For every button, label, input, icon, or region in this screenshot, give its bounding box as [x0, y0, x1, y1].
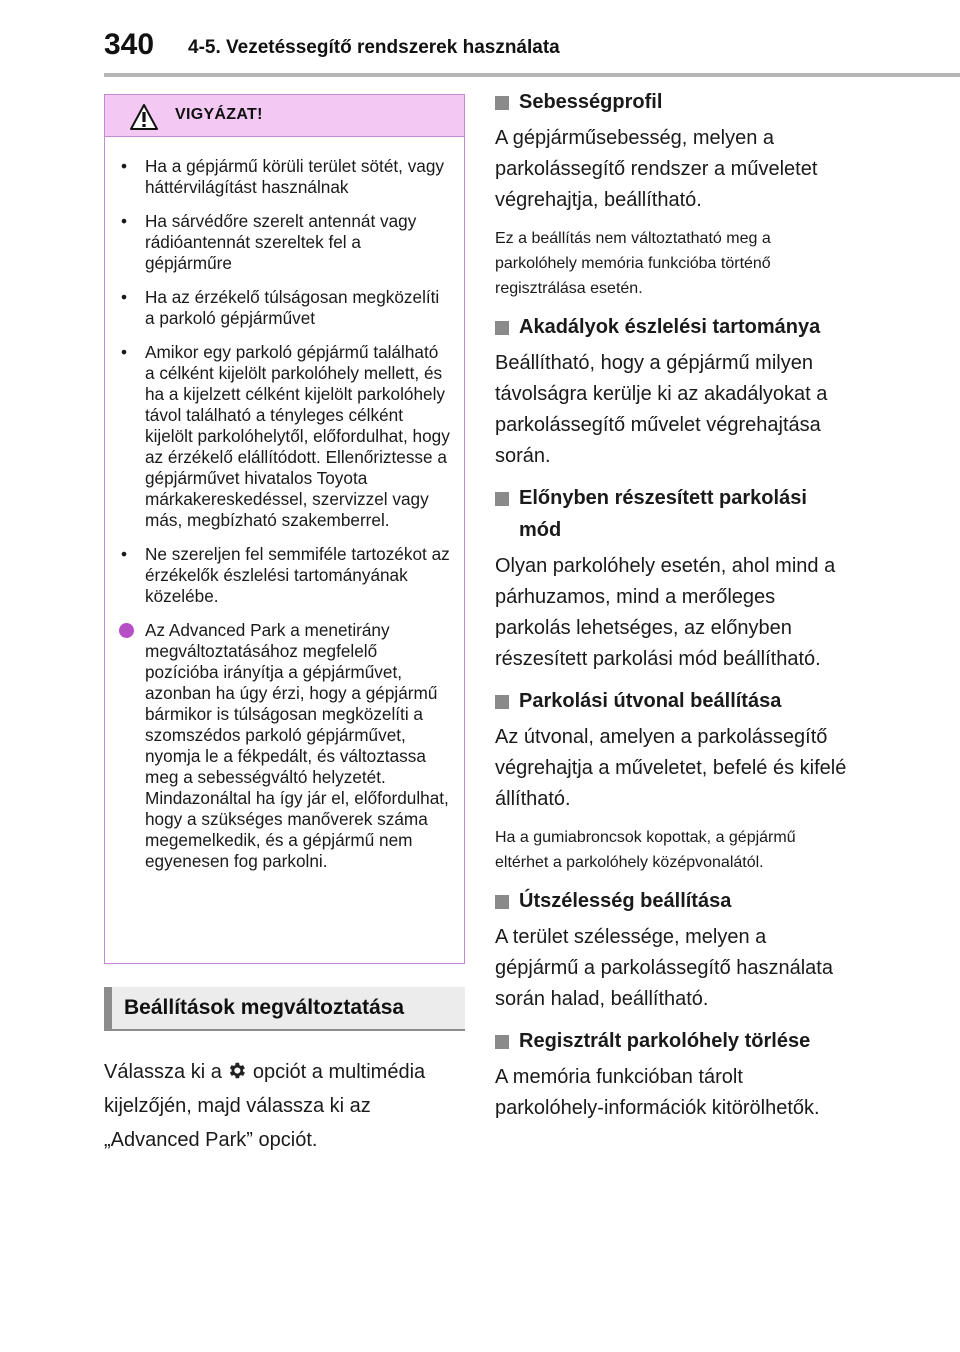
warning-bullet: • Ha a gépjármű körüli terület sötét, vagy háttérvilágítást használnak [121, 156, 445, 197]
square-bullet-icon [495, 96, 509, 110]
body-preferred-mode: Olyan parkolóhely esetén, ahol mind a párhuzamos, mind a merőleges parkolás lehetséges, az előnyben részesített parkolási mód beállítható. [495, 555, 836, 670]
bullet-dot-icon: • [121, 156, 128, 176]
note-speed-profile: Ez a beállítás nem változtatható meg a parkolóhely memória funkcióba történő regisztrálása esetén. [495, 230, 771, 297]
warning-title: VIGYÁZAT! [175, 106, 263, 123]
body-road-width: A terület szélessége, melyen a gépjármű a parkolássegítő használata során halad, beállítható. [495, 926, 833, 1010]
section-title: 4-5. Vezetéssegítő rendszerek használata [188, 37, 560, 58]
warning-bullet: • Ne szereljen fel semmiféle tartozékot az érzékelők észlelési tartományának közelébe. [121, 544, 450, 606]
gear-icon [226, 1060, 247, 1081]
heading-delete-registered: Regisztrált parkolóhely törlése [495, 1025, 850, 1057]
warning-box [104, 94, 465, 964]
page-header [0, 0, 960, 80]
warning-triangle-icon [130, 104, 158, 130]
bullet-dot-icon: • [121, 287, 128, 307]
bullet-dot-icon: • [121, 211, 128, 231]
warning-circle-note: Az Advanced Park a menetirány megváltoztatásához megfelelő pozícióba irányítja a gépjárművet, azonban ha úgy érzi, hogy a gépjármű bármikor is túlságosan megközelíti a szomszédos parkoló gépjárművet, nyomja le a fékpedált, és változtassa meg a sebességváltó helyzetét. Mindazonáltal ha így jár el, előfordulhat, hogy a szükséges manőverek száma megemelkedik, és a gépjármű nem egyenesen fog parkolni. [119, 620, 450, 872]
settings-instruction: Válassza ki a opciót a multimédia kijelzőjén, majd válassza ki az „Advanced Park” opciót. [104, 1061, 426, 1151]
warning-bullet: • Ha sárvédőre szerelt antennát vagy rádióantennát szereltek fel a gépjárműre [121, 211, 417, 273]
bullet-dot-icon: • [121, 544, 128, 564]
warning-bullet: • Ha az érzékelő túlságosan megközelíti a parkoló gépjárművet [121, 287, 440, 328]
header-divider [104, 73, 960, 77]
warning-header [105, 95, 464, 137]
heading-speed-profile: Sebességprofil [495, 86, 850, 118]
square-bullet-icon [495, 492, 509, 506]
body-parking-path: Az útvonal, amelyen a parkolássegítő végrehajtja a műveletet, befelé és kifelé állítható. [495, 726, 847, 810]
settings-heading: Beállítások megváltoztatása [104, 987, 465, 1031]
body-obstacle-range: Beállítható, hogy a gépjármű milyen távolságra kerülje ki az akadályokat a parkolássegítő művelet végrehajtása során. [495, 352, 828, 467]
square-bullet-icon [495, 321, 509, 335]
heading-road-width: Útszélesség beállítása [495, 885, 850, 917]
right-column [495, 86, 850, 1124]
heading-parking-path: Parkolási útvonal beállítása [495, 685, 850, 717]
square-bullet-icon [495, 695, 509, 709]
page-number: 340 [104, 28, 155, 61]
warning-bullet: • Amikor egy parkoló gépjármű található a célként kijelölt parkolóhely mellett, és ha a kijelzett célként kijelölt parkolóhely távol található a tényleges célként kijelölt parkolóhelytől, előfordulhat, hogy az érzékelő elállítódott. Ellenőriztesse a gépjárművet hivatalos Toyota márkakereskedéssel, szervizzel vagy más, megbízható szakemberrel. [121, 342, 450, 530]
note-parking-path: Ha a gumiabroncsok kopottak, a gépjármű eltérhet a parkolóhely középvonalától. [495, 829, 796, 871]
heading-preferred-mode: Előnyben részesített parkolási mód [495, 482, 850, 546]
heading-obstacle-range: Akadályok észlelési tartománya [495, 311, 850, 343]
circle-bullet-icon [119, 623, 134, 638]
square-bullet-icon [495, 1035, 509, 1049]
square-bullet-icon [495, 895, 509, 909]
body-speed-profile: A gépjárműsebesség, melyen a parkolássegítő rendszer a műveletet végrehajtja, beállítható. [495, 127, 818, 211]
warning-body [105, 137, 464, 872]
bullet-dot-icon: • [121, 342, 128, 362]
body-delete-registered: A memória funkcióban tárolt parkolóhely-információk kitörölhetők. [495, 1066, 820, 1119]
